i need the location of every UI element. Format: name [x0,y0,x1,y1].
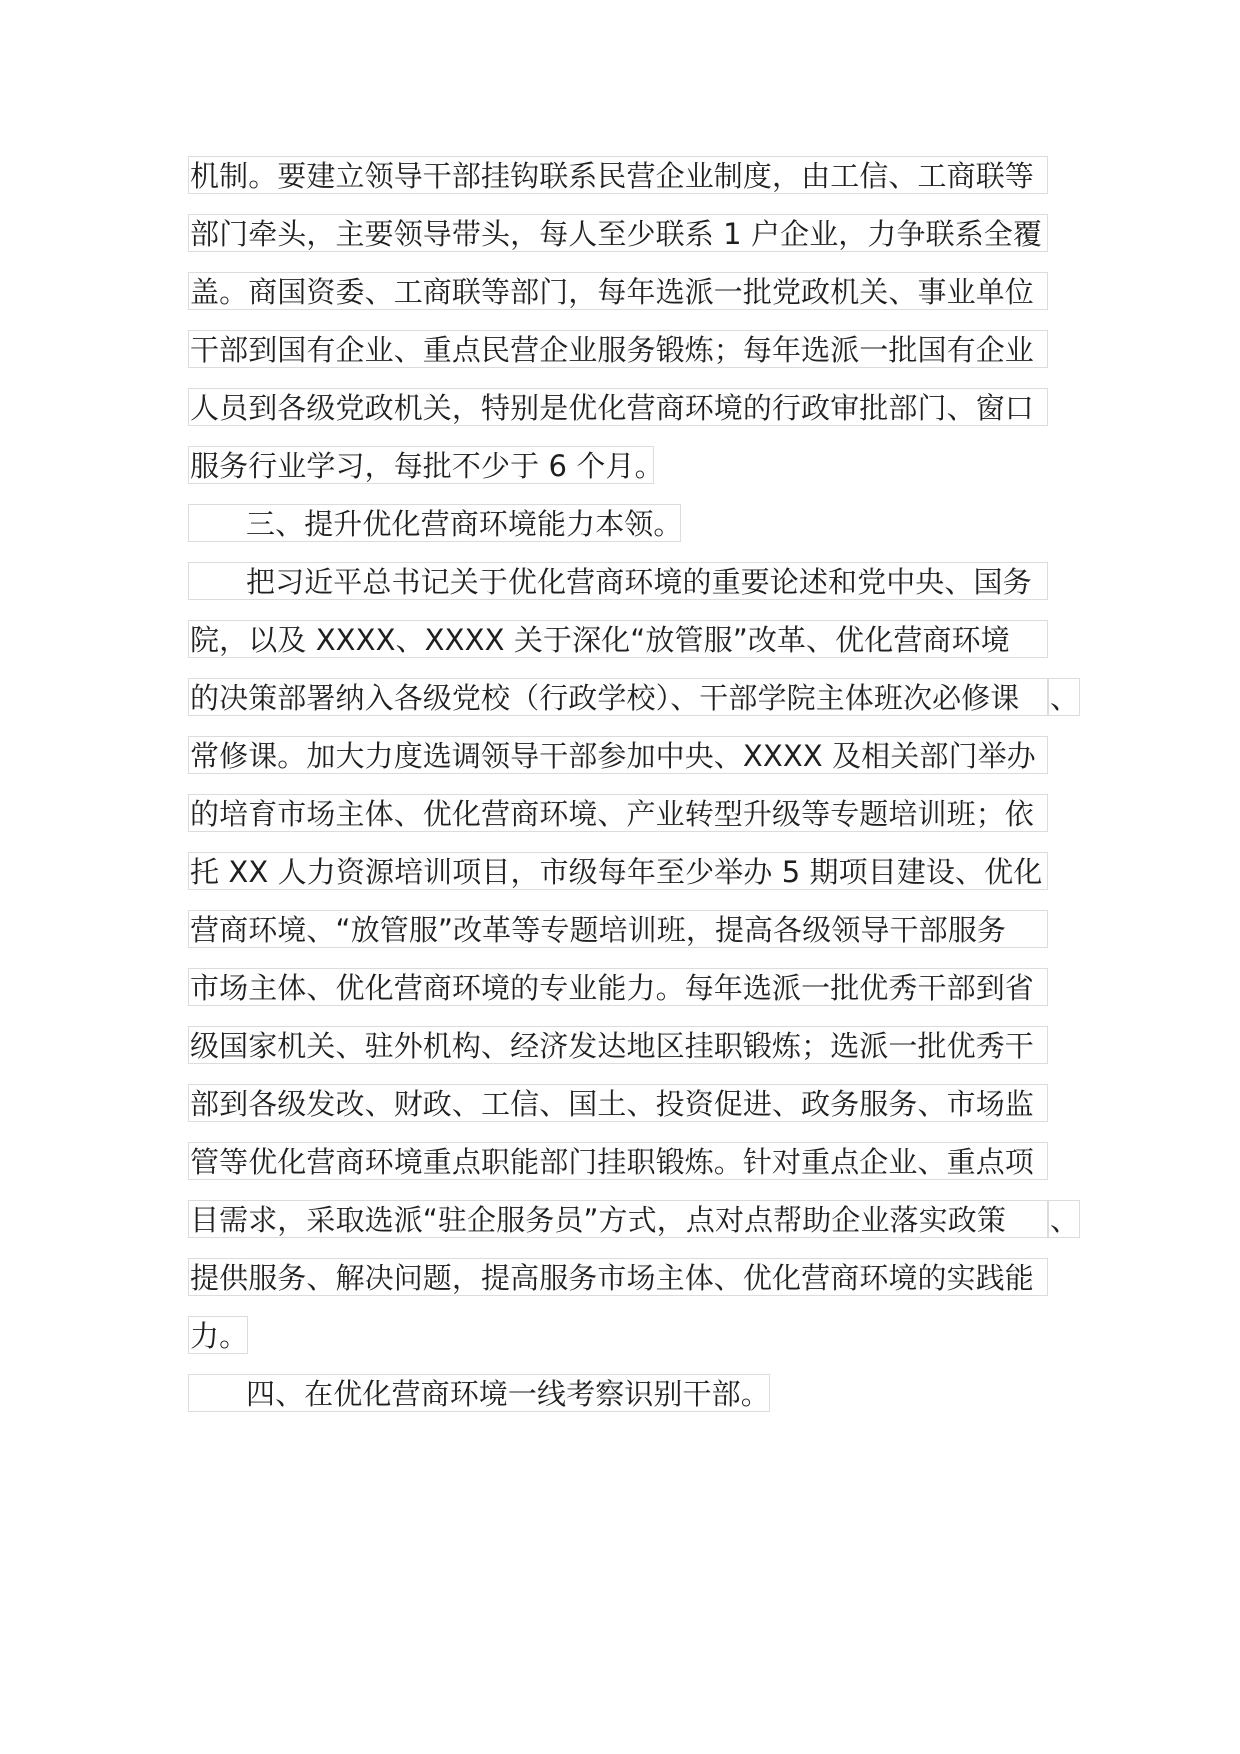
paragraph-line: 营商环境、“放管服”改革等专题培训班，提高各级领导干部服务 [188,910,1048,948]
section-heading: 四、在优化营商环境一线考察识别干部。 [188,1374,770,1412]
paragraph-line: 提供服务、解决问题，提高服务市场主体、优化营商环境的实践能 [188,1258,1048,1296]
paragraph-line: 部门牵头，主要领导带头，每人至少联系 1 户企业，力争联系全覆 [188,214,1048,252]
paragraph-line: 院，以及 XXXX、XXXX 关于深化“放管服”改革、优化营商环境 [188,620,1048,658]
paragraph-line: 盖。商国资委、工商联等部门，每年选派一批党政机关、事业单位 [188,272,1048,310]
paragraph-line: 人员到各级党政机关，特别是优化营商环境的行政审批部门、窗口 [188,388,1048,426]
paragraph-line-first: 把习近平总书记关于优化营商环境的重要论述和党中央、国务 [188,562,1048,600]
paragraph-line: 机制。要建立领导干部挂钩联系民营企业制度，由工信、工商联等 [188,156,1048,194]
paragraph-line: 托 XX 人力资源培训项目，市级每年至少举办 5 期项目建设、优化 [188,852,1048,890]
paragraph-line: 干部到国有企业、重点民营企业服务锻炼；每年选派一批国有企业 [188,330,1048,368]
paragraph-line: 的培育市场主体、优化营商环境、产业转型升级等专题培训班；依 [188,794,1048,832]
paragraph-line-last: 力。 [188,1316,248,1354]
paragraph-line: 常修课。加大力度选调领导干部参加中央、XXXX 及相关部门举办 [188,736,1048,774]
paragraph-line: 目需求，采取选派“驻企服务员”方式，点对点帮助企业落实政策 [188,1200,1048,1238]
paragraph-line: 级国家机关、驻外机构、经济发达地区挂职锻炼；选派一批优秀干 [188,1026,1048,1064]
paragraph-line: 市场主体、优化营商环境的专业能力。每年选派一批优秀干部到省 [188,968,1048,1006]
paragraph-line: 的决策部署纳入各级党校（行政学校）、干部学院主体班次必修课 [188,678,1048,716]
section-heading: 三、提升优化营商环境能力本领。 [188,504,681,542]
paragraph-line: 管等优化营商环境重点职能部门挂职锻炼。针对重点企业、重点项 [188,1142,1048,1180]
trailing-punctuation: 、 [1048,1200,1080,1238]
trailing-punctuation: 、 [1048,678,1080,716]
paragraph-line: 部到各级发改、财政、工信、国土、投资促进、政务服务、市场监 [188,1084,1048,1122]
paragraph-line-last: 服务行业学习，每批不少于 6 个月。 [188,446,654,484]
